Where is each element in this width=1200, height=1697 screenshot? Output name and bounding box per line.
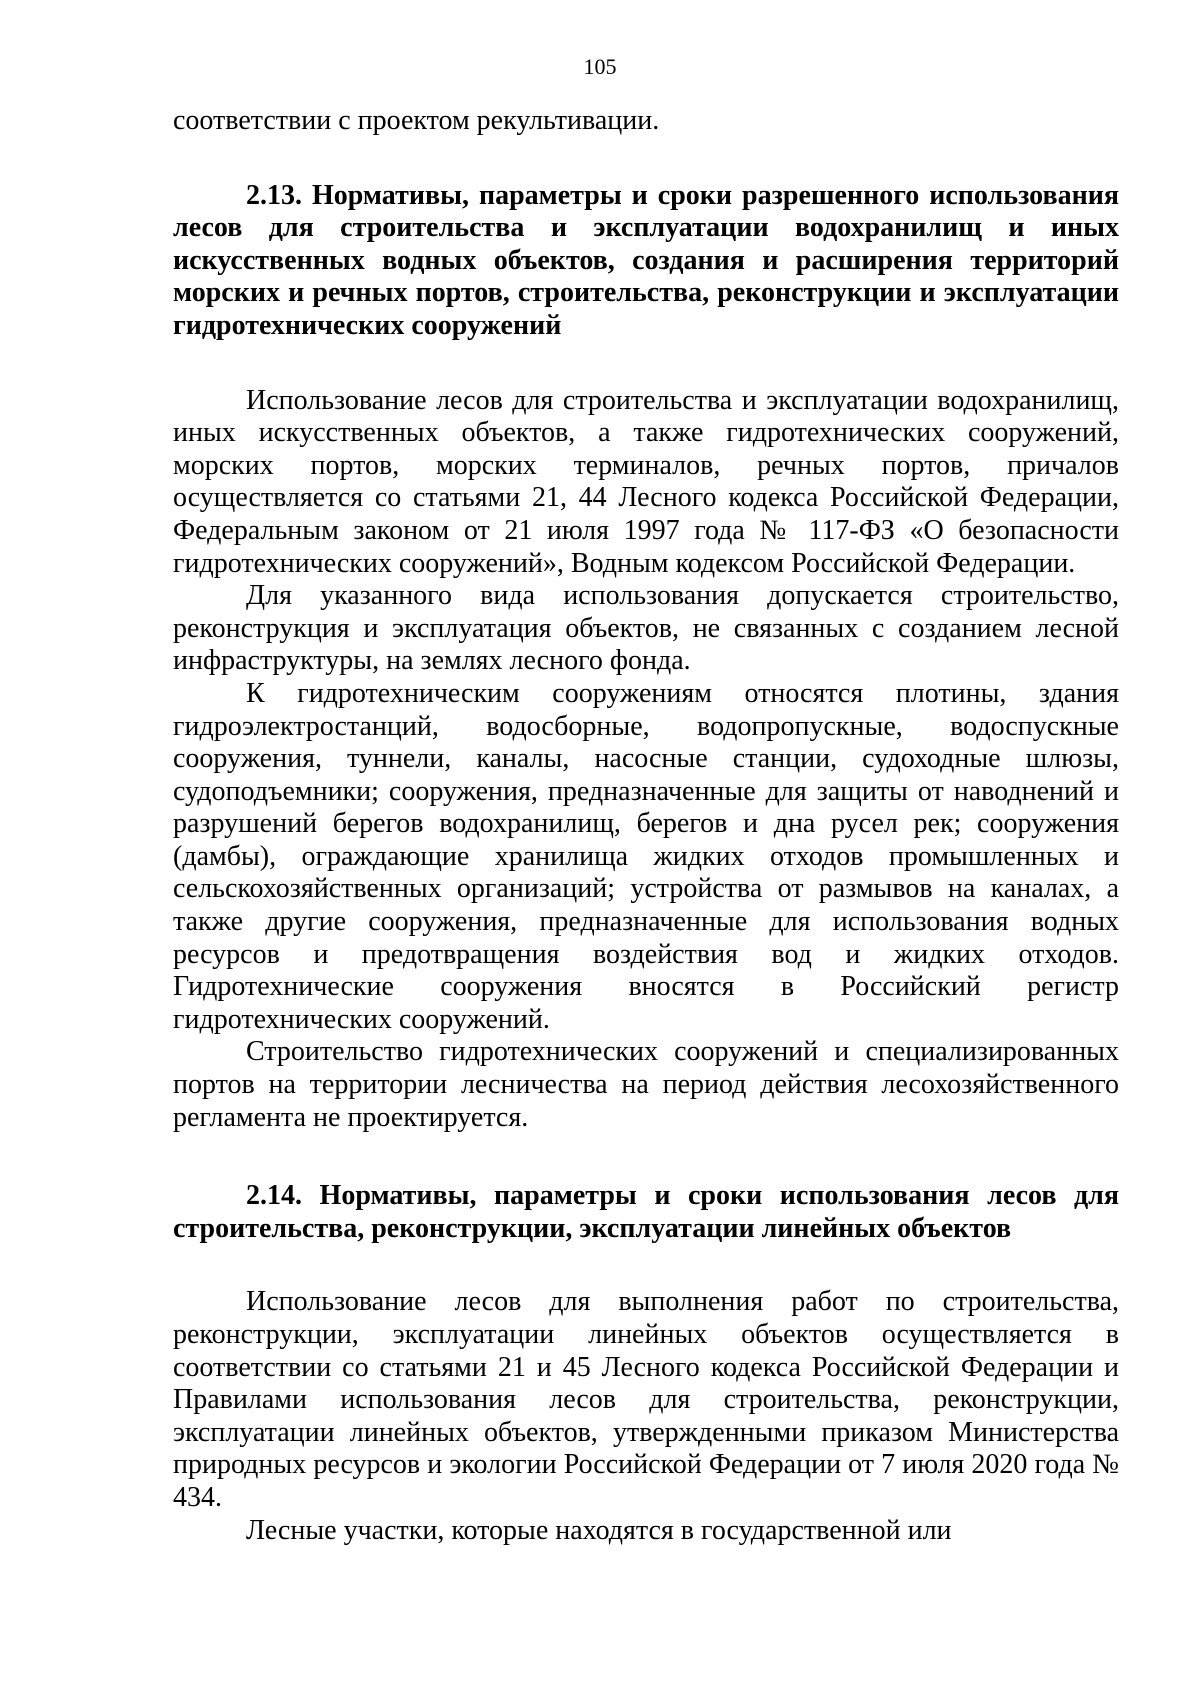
section-heading-2-14: 2.14. Нормативы, параметры и сроки использования лесов для строительства, реконструкции, эксплуатации линейных объектов — [173, 1180, 1119, 1244]
section-heading-2-13: 2.13. Нормативы, параметры и сроки разрешенного использования лесов для строительства и эксплуатации водохранилищ и иных искусственных водных объектов, создания и расширения территорий морских и речных портов, строительства, реконструкции и эксплуатации гидротехнических сооружений — [173, 179, 1119, 341]
continuation-text: соответствии с проектом рекультивации. — [173, 105, 660, 136]
paragraph-2-13-1: Использование лесов для строительства и эксплуатации водохранилищ, иных искусственных объектов, а также гидротехнических сооружений, морских портов, морских терминалов, речных портов, причалов осуществляется со статьями 21, 44 Лесного кодекса Российской Федерации, Федеральным законом от 21 июля 1997 года № 117-ФЗ «О безопасности гидротехнических сооружений», Водным кодексом Российской Федерации. — [173, 384, 1119, 579]
paragraph-2-13-3: К гидротехническим сооружениям относятся плотины, здания гидроэлектростанций, водосборные, водопропускные, водоспускные сооружения, туннели, каналы, насосные станции, судоходные шлюзы, судоподъемники; сооружения, предназначенные для защиты от наводнений и разрушений берегов водохранилищ, берегов и дна русел рек; сооружения (дамбы), ограждающие хранилища жидких отходов промышленных и сельскохозяйственных организаций; устройства от размывов на каналах, а также другие сооружения, предназначенные для использования водных ресурсов и предотвращения воздействия вод и жидких отходов. Гидротехнические сооружения вносятся в Российский регистр гидротехнических сооружений. — [173, 677, 1119, 1035]
page-number: 105 — [583, 54, 617, 79]
paragraph-2-13-4: Строительство гидротехнических сооружений и специализированных портов на территории лесничества на период действия лесохозяйственного регламента не проектируется. — [173, 1036, 1119, 1133]
paragraph-2-13-2: Для указанного вида использования допускается строительство, реконструкция и эксплуатация объектов, не связанных с созданием лесной инфраструктуры, на землях лесного фонда. — [173, 580, 1119, 677]
paragraph-2-14-1: Использование лесов для выполнения работ по строительства, реконструкции, эксплуатации линейных объектов осуществляется в соответствии со статьями 21 и 45 Лесного кодекса Российской Федерации и Правилами использования лесов для строительства, реконструкции, эксплуатации линейных объектов, утвержденными приказом Министерства природных ресурсов и экологии Российской Федерации от 7 июля 2020 года № 434. — [173, 1286, 1119, 1513]
paragraph-2-14-2: Лесные участки, которые находятся в государственной или — [246, 1514, 952, 1546]
document-body — [173, 105, 1119, 1547]
